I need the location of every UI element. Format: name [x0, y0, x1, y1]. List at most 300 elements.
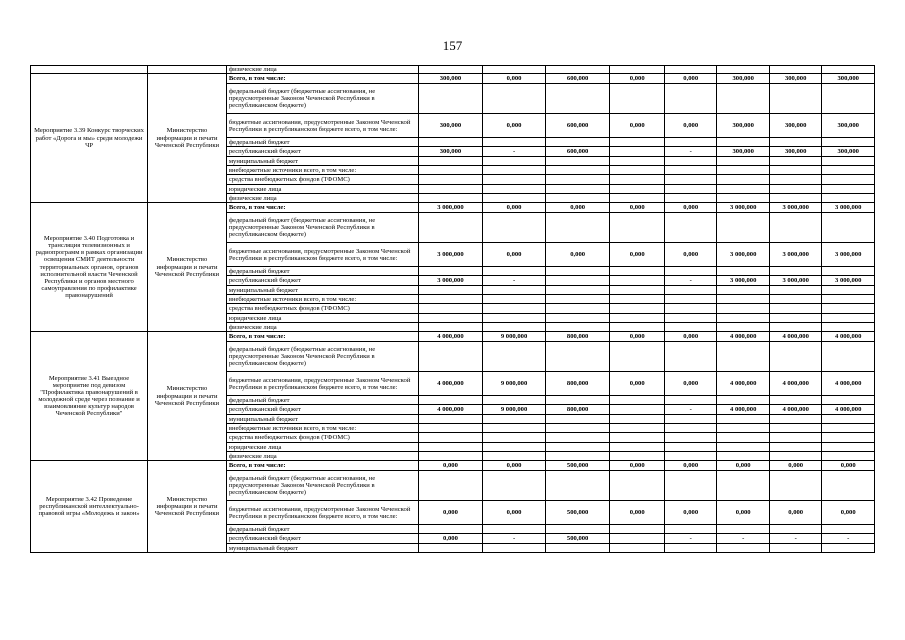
value-cell: 300,000 [822, 114, 875, 138]
value-cell: 0,000 [664, 203, 716, 213]
value-cell: - [717, 534, 769, 544]
source-label: республиканский бюджет [226, 534, 418, 544]
value-cell [418, 84, 483, 114]
value-cell [822, 185, 875, 194]
source-label: федеральный бюджет (бюджетные ассигнования, не предусмотренные Законом Чеченской Республики в республиканском бюджете) [226, 213, 418, 243]
value-cell [822, 304, 875, 314]
value-cell [822, 323, 875, 332]
measure-title: Мероприятие 3.39 Конкурс творческих работ «Дорога и мы» среди молодежи ЧР [31, 74, 148, 203]
value-cell [664, 194, 716, 203]
value-cell [610, 396, 665, 405]
value-cell [822, 267, 875, 276]
value-cell [822, 443, 875, 452]
value-cell [717, 286, 769, 295]
value-cell [610, 433, 665, 443]
value-cell: 3 000,000 [717, 203, 769, 213]
value-cell [664, 295, 716, 304]
value-cell: 0,000 [717, 461, 769, 471]
value-cell [717, 342, 769, 372]
value-cell [717, 471, 769, 501]
source-label: федеральный бюджет (бюджетные ассигнования, не предусмотренные Законом Чеченской Республики в республиканском бюджете) [226, 84, 418, 114]
value-cell [822, 525, 875, 534]
source-label: муниципальный бюджет [226, 286, 418, 295]
value-cell [822, 84, 875, 114]
source-label: бюджетные ассигнования, предусмотренные Законом Чеченской Республики в республиканском бюджете всего, в том числе: [226, 243, 418, 267]
value-cell [483, 286, 546, 295]
value-cell [610, 342, 665, 372]
value-cell [769, 138, 821, 147]
value-cell [664, 415, 716, 424]
value-cell: - [664, 534, 716, 544]
value-cell [610, 424, 665, 433]
value-cell: 0,000 [418, 534, 483, 544]
value-cell: - [822, 534, 875, 544]
value-cell [545, 276, 610, 286]
value-cell: 4 000,000 [769, 332, 821, 342]
source-label: юридические лица [226, 314, 418, 323]
value-cell [717, 267, 769, 276]
value-cell [822, 424, 875, 433]
value-cell: 0,000 [664, 372, 716, 396]
value-cell [717, 175, 769, 185]
value-cell: 3 000,000 [769, 276, 821, 286]
value-cell: 3 000,000 [822, 203, 875, 213]
value-cell [418, 544, 483, 553]
value-cell: 0,000 [610, 243, 665, 267]
value-cell [545, 84, 610, 114]
value-cell: 0,000 [610, 501, 665, 525]
value-cell [483, 443, 546, 452]
value-cell: 800,000 [545, 372, 610, 396]
value-cell: 0,000 [545, 203, 610, 213]
value-cell [418, 194, 483, 203]
value-cell [822, 295, 875, 304]
value-cell [545, 433, 610, 443]
value-cell [545, 342, 610, 372]
source-label: физические лица [226, 194, 418, 203]
value-cell [822, 471, 875, 501]
value-cell [717, 323, 769, 332]
value-cell: 4 000,000 [822, 372, 875, 396]
value-cell [418, 295, 483, 304]
value-cell [610, 544, 665, 553]
value-cell: 0,000 [822, 501, 875, 525]
value-cell [545, 166, 610, 175]
value-cell [418, 443, 483, 452]
value-cell [822, 166, 875, 175]
value-cell [545, 544, 610, 553]
value-cell: 0,000 [664, 332, 716, 342]
value-cell [664, 452, 716, 461]
value-cell: 3 000,000 [418, 243, 483, 267]
value-cell: 3 000,000 [717, 243, 769, 267]
value-cell: 0,000 [483, 501, 546, 525]
value-cell: 300,000 [822, 74, 875, 84]
value-cell [717, 213, 769, 243]
source-label: Всего, в том числе: [226, 332, 418, 342]
value-cell [822, 433, 875, 443]
source-label: муниципальный бюджет [226, 544, 418, 553]
value-cell: 0,000 [483, 74, 546, 84]
value-cell [664, 157, 716, 166]
value-cell [418, 314, 483, 323]
value-cell [545, 267, 610, 276]
value-cell: - [483, 147, 546, 157]
value-cell [483, 194, 546, 203]
value-cell [769, 175, 821, 185]
value-cell [664, 323, 716, 332]
value-cell [545, 66, 610, 74]
value-cell [418, 424, 483, 433]
value-cell [610, 267, 665, 276]
value-cell [483, 544, 546, 553]
source-label: республиканский бюджет [226, 276, 418, 286]
value-cell [610, 84, 665, 114]
value-cell [418, 267, 483, 276]
source-label: физические лица [226, 66, 418, 74]
value-cell [822, 213, 875, 243]
source-label: муниципальный бюджет [226, 157, 418, 166]
value-cell [483, 471, 546, 501]
value-cell [664, 304, 716, 314]
value-cell [545, 295, 610, 304]
value-cell [769, 452, 821, 461]
value-cell: 600,000 [545, 74, 610, 84]
source-label: республиканский бюджет [226, 405, 418, 415]
source-label: федеральный бюджет (бюджетные ассигнования, не предусмотренные Законом Чеченской Республики в республиканском бюджете) [226, 342, 418, 372]
value-cell [610, 295, 665, 304]
value-cell: 0,000 [664, 461, 716, 471]
value-cell [545, 185, 610, 194]
value-cell [664, 471, 716, 501]
value-cell [483, 452, 546, 461]
value-cell [483, 525, 546, 534]
value-cell [545, 304, 610, 314]
page-number: 157 [442, 38, 463, 53]
measure-title: Мероприятие 3.41 Выездное мероприятие под девизом "Профилактика правонарушений в молодежной среде через познание и взаимовлияние культур народов Чеченской Республики" [31, 332, 148, 461]
value-cell [610, 443, 665, 452]
value-cell [822, 286, 875, 295]
value-cell [545, 286, 610, 295]
value-cell [418, 304, 483, 314]
value-cell [822, 157, 875, 166]
source-label: средства внебюджетных фондов (ТФОМС) [226, 433, 418, 443]
value-cell [717, 452, 769, 461]
value-cell: 0,000 [418, 461, 483, 471]
value-cell [610, 157, 665, 166]
value-cell [418, 138, 483, 147]
value-cell: 300,000 [769, 74, 821, 84]
value-cell [717, 66, 769, 74]
value-cell [822, 544, 875, 553]
value-cell: 4 000,000 [769, 372, 821, 396]
value-cell [610, 286, 665, 295]
value-cell [610, 314, 665, 323]
value-cell [769, 286, 821, 295]
value-cell: 300,000 [769, 147, 821, 157]
value-cell: 4 000,000 [769, 405, 821, 415]
value-cell [483, 185, 546, 194]
value-cell [483, 157, 546, 166]
value-cell [769, 396, 821, 405]
value-cell: 500,000 [545, 461, 610, 471]
value-cell: 0,000 [610, 203, 665, 213]
value-cell [418, 286, 483, 295]
value-cell [717, 525, 769, 534]
value-cell [418, 213, 483, 243]
value-cell [418, 342, 483, 372]
value-cell [610, 405, 665, 415]
source-label: внебюджетные источники всего, в том числе: [226, 295, 418, 304]
value-cell: 0,000 [664, 74, 716, 84]
value-cell [545, 415, 610, 424]
value-cell: 300,000 [822, 147, 875, 157]
value-cell: 0,000 [664, 501, 716, 525]
source-label: федеральный бюджет [226, 525, 418, 534]
value-cell: 0,000 [483, 243, 546, 267]
value-cell [483, 314, 546, 323]
value-cell [822, 396, 875, 405]
value-cell [664, 267, 716, 276]
value-cell: 300,000 [717, 74, 769, 84]
value-cell [545, 443, 610, 452]
value-cell [717, 157, 769, 166]
value-cell [483, 267, 546, 276]
source-label: юридические лица [226, 443, 418, 452]
value-cell: 0,000 [610, 74, 665, 84]
organization-name: Министерство информации и печати Чеченской Республики [148, 332, 227, 461]
value-cell: 0,000 [418, 501, 483, 525]
value-cell: 500,000 [545, 534, 610, 544]
value-cell [610, 471, 665, 501]
value-cell: 9 000,000 [483, 332, 546, 342]
table-row [31, 74, 875, 84]
value-cell [545, 452, 610, 461]
value-cell [664, 433, 716, 443]
value-cell: 4 000,000 [822, 332, 875, 342]
value-cell [545, 194, 610, 203]
value-cell [822, 138, 875, 147]
value-cell: 0,000 [610, 114, 665, 138]
value-cell: 3 000,000 [418, 276, 483, 286]
value-cell [769, 66, 821, 74]
source-label: Всего, в том числе: [226, 203, 418, 213]
source-label: республиканский бюджет [226, 147, 418, 157]
value-cell [418, 415, 483, 424]
value-cell [717, 194, 769, 203]
value-cell [545, 175, 610, 185]
value-cell: 0,000 [769, 461, 821, 471]
value-cell [769, 194, 821, 203]
value-cell [717, 185, 769, 194]
value-cell [822, 415, 875, 424]
value-cell [769, 213, 821, 243]
value-cell: 4 000,000 [418, 332, 483, 342]
value-cell [483, 66, 546, 74]
value-cell: 3 000,000 [418, 203, 483, 213]
value-cell: - [769, 534, 821, 544]
value-cell [483, 304, 546, 314]
source-label: муниципальный бюджет [226, 415, 418, 424]
value-cell [483, 166, 546, 175]
value-cell: 9 000,000 [483, 372, 546, 396]
source-label: бюджетные ассигнования, предусмотренные Законом Чеченской Республики в республиканском бюджете всего, в том числе: [226, 114, 418, 138]
value-cell [769, 544, 821, 553]
value-cell [418, 166, 483, 175]
source-label: юридические лица [226, 185, 418, 194]
value-cell [483, 84, 546, 114]
value-cell: 9 000,000 [483, 405, 546, 415]
value-cell: 0,000 [664, 243, 716, 267]
value-cell: 4 000,000 [418, 405, 483, 415]
value-cell [769, 424, 821, 433]
value-cell [418, 175, 483, 185]
value-cell [822, 452, 875, 461]
value-cell [717, 433, 769, 443]
organization-cell [148, 66, 227, 74]
value-cell [545, 213, 610, 243]
value-cell [769, 314, 821, 323]
value-cell [610, 138, 665, 147]
value-cell [545, 396, 610, 405]
value-cell [769, 342, 821, 372]
value-cell [822, 194, 875, 203]
value-cell [418, 471, 483, 501]
value-cell [664, 185, 716, 194]
value-cell [610, 276, 665, 286]
organization-name: Министерство информации и печати Чеченской Республики [148, 461, 227, 553]
value-cell: 300,000 [418, 147, 483, 157]
source-label: внебюджетные источники всего, в том числе: [226, 424, 418, 433]
value-cell: 4 000,000 [418, 372, 483, 396]
value-cell [483, 433, 546, 443]
value-cell: 0,000 [610, 372, 665, 396]
value-cell [545, 323, 610, 332]
value-cell: 4 000,000 [717, 372, 769, 396]
value-cell [483, 396, 546, 405]
value-cell: 0,000 [664, 114, 716, 138]
value-cell [769, 525, 821, 534]
budget-table [30, 65, 875, 553]
value-cell [769, 295, 821, 304]
value-cell [545, 471, 610, 501]
value-cell [664, 396, 716, 405]
value-cell: 0,000 [483, 114, 546, 138]
value-cell [483, 138, 546, 147]
source-label: средства внебюджетных фондов (ТФОМС) [226, 175, 418, 185]
value-cell: 3 000,000 [769, 203, 821, 213]
source-label: физические лица [226, 323, 418, 332]
value-cell [717, 314, 769, 323]
value-cell: 0,000 [610, 461, 665, 471]
measure-title: Мероприятие 3.42 Проведение республиканской интеллектуально-правовой игры «Молодежь и закон» [31, 461, 148, 553]
value-cell [418, 157, 483, 166]
value-cell [717, 424, 769, 433]
value-cell [769, 471, 821, 501]
value-cell: - [664, 405, 716, 415]
value-cell [545, 157, 610, 166]
value-cell [717, 138, 769, 147]
value-cell [664, 138, 716, 147]
value-cell [610, 534, 665, 544]
table-row [31, 461, 875, 471]
budget-table-body [31, 66, 875, 553]
value-cell [483, 295, 546, 304]
value-cell [418, 433, 483, 443]
value-cell [545, 424, 610, 433]
value-cell [717, 166, 769, 175]
value-cell: 0,000 [769, 501, 821, 525]
value-cell [610, 323, 665, 332]
value-cell [610, 175, 665, 185]
value-cell: 0,000 [822, 461, 875, 471]
value-cell [822, 314, 875, 323]
value-cell [664, 525, 716, 534]
value-cell [418, 396, 483, 405]
value-cell [664, 166, 716, 175]
value-cell [418, 185, 483, 194]
measure-cell [31, 66, 148, 74]
value-cell [664, 66, 716, 74]
value-cell [769, 304, 821, 314]
source-label: Всего, в том числе: [226, 74, 418, 84]
value-cell: 300,000 [717, 147, 769, 157]
value-cell [717, 544, 769, 553]
source-label: Всего, в том числе: [226, 461, 418, 471]
value-cell [769, 157, 821, 166]
value-cell [610, 452, 665, 461]
value-cell [418, 525, 483, 534]
value-cell: 600,000 [545, 147, 610, 157]
source-label: федеральный бюджет [226, 138, 418, 147]
organization-name: Министерство информации и печати Чеченской Республики [148, 203, 227, 332]
value-cell [418, 452, 483, 461]
table-row [31, 332, 875, 342]
value-cell [610, 525, 665, 534]
value-cell [610, 166, 665, 175]
value-cell [769, 323, 821, 332]
table-row [31, 203, 875, 213]
value-cell [483, 323, 546, 332]
value-cell [610, 213, 665, 243]
source-label: федеральный бюджет (бюджетные ассигнования, не предусмотренные Законом Чеченской Республики в республиканском бюджете) [226, 471, 418, 501]
value-cell [545, 314, 610, 323]
value-cell [717, 84, 769, 114]
value-cell [822, 175, 875, 185]
value-cell [717, 396, 769, 405]
value-cell: - [483, 534, 546, 544]
value-cell: 3 000,000 [769, 243, 821, 267]
value-cell [717, 415, 769, 424]
value-cell [610, 304, 665, 314]
value-cell: 3 000,000 [717, 276, 769, 286]
source-label: средства внебюджетных фондов (ТФОМС) [226, 304, 418, 314]
value-cell [769, 433, 821, 443]
value-cell [664, 544, 716, 553]
value-cell [769, 84, 821, 114]
value-cell: 0,000 [610, 332, 665, 342]
value-cell: 0,000 [717, 501, 769, 525]
value-cell [664, 213, 716, 243]
value-cell [717, 304, 769, 314]
value-cell [483, 213, 546, 243]
value-cell [418, 323, 483, 332]
value-cell [610, 147, 665, 157]
value-cell: 300,000 [717, 114, 769, 138]
value-cell: 500,000 [545, 501, 610, 525]
value-cell: 800,000 [545, 332, 610, 342]
value-cell [769, 166, 821, 175]
